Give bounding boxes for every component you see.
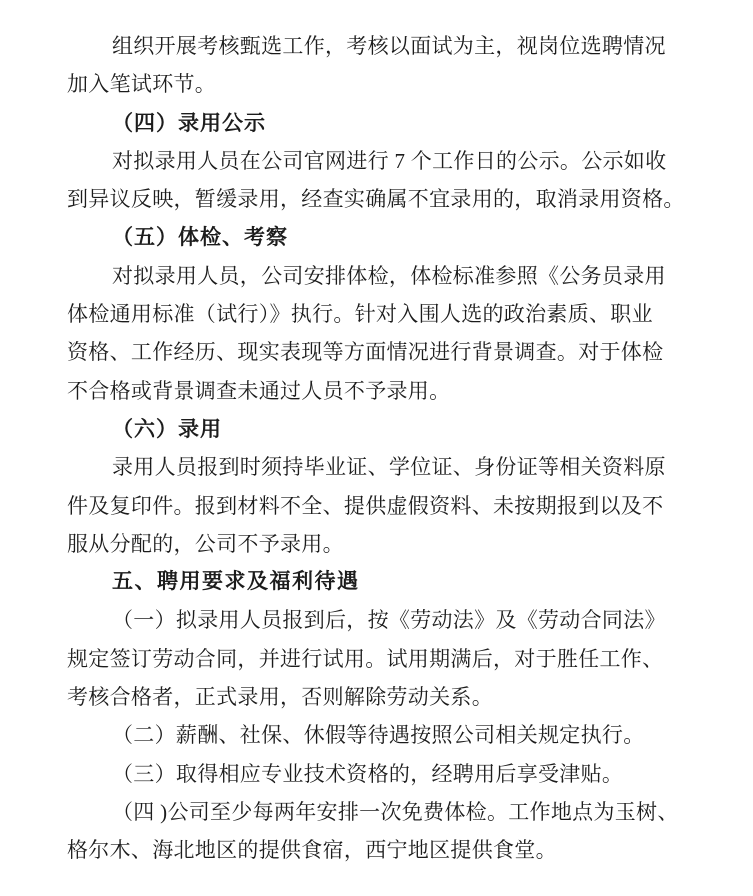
paragraph bbox=[67, 601, 686, 716]
text-line: （四 )公司至少每两年安排一次免费体检。工作地点为玉树、 bbox=[112, 799, 679, 824]
text-line: 格尔木、海北地区的提供食宿，西宁地区提供食堂。 bbox=[67, 838, 557, 863]
text-line: 体检通用标准（试行）》执行。针对入围人选的政治素质、职业 bbox=[67, 302, 653, 327]
text-line: 加入笔试环节。 bbox=[67, 72, 217, 97]
text-line: （三）取得相应专业技术资格的，经聘用后享受津贴。 bbox=[112, 761, 624, 786]
paragraph bbox=[67, 716, 686, 754]
section-heading-4 bbox=[67, 104, 686, 142]
chapter-heading-5 bbox=[67, 563, 686, 601]
paragraph bbox=[67, 257, 686, 410]
paragraph bbox=[67, 27, 686, 104]
text-line: 到异议反映，暂缓录用，经查实确属不宜录用的，取消录用资格。 bbox=[67, 187, 685, 212]
section-heading-6 bbox=[67, 410, 686, 448]
heading-line: 五、聘用要求及福利待遇 bbox=[112, 570, 360, 594]
text-line: 规定签订劳动合同，并进行试用。试用期满后，对于胜任工作、 bbox=[67, 646, 664, 671]
section-heading-5 bbox=[67, 218, 686, 256]
text-line: 服从分配的，公司不予录用。 bbox=[67, 531, 344, 556]
paragraph bbox=[67, 793, 686, 870]
paragraph bbox=[67, 448, 686, 563]
text-line: （一）拟录用人员报到后，按《劳动法》及《劳动合同法》 bbox=[112, 608, 666, 633]
heading-line: （六）录用 bbox=[112, 416, 222, 441]
paragraph bbox=[67, 142, 686, 219]
text-line: 不合格或背景调查未通过人员不予录用。 bbox=[67, 378, 451, 403]
text-line: 资格、工作经历、现实表现等方面情况进行背景调查。对于体检 bbox=[67, 340, 664, 365]
heading-line: （五）体检、考察 bbox=[112, 225, 288, 250]
paragraph bbox=[67, 755, 686, 793]
text-line: 组织开展考核甄选工作，考核以面试为主，视岗位选聘情况 bbox=[112, 34, 666, 58]
text-line: 对拟录用人员在公司官网进行 7 个工作日的公示。公示如收 bbox=[112, 148, 667, 173]
text-line: 录用人员报到时须持毕业证、学位证、身份证等相关资料原 bbox=[112, 455, 666, 480]
text-line: 件及复印件。报到材料不全、提供虚假资料、未按期报到以及不 bbox=[67, 493, 664, 518]
text-line: （二）薪酬、社保、休假等待遇按照公司相关规定执行。 bbox=[112, 723, 645, 748]
text-line: 对拟录用人员，公司安排体检，体检标准参照《公务员录用 bbox=[112, 263, 666, 288]
heading-line: （四）录用公示 bbox=[112, 110, 266, 135]
text-line: 考核合格者，正式录用，否则解除劳动关系。 bbox=[67, 685, 493, 710]
